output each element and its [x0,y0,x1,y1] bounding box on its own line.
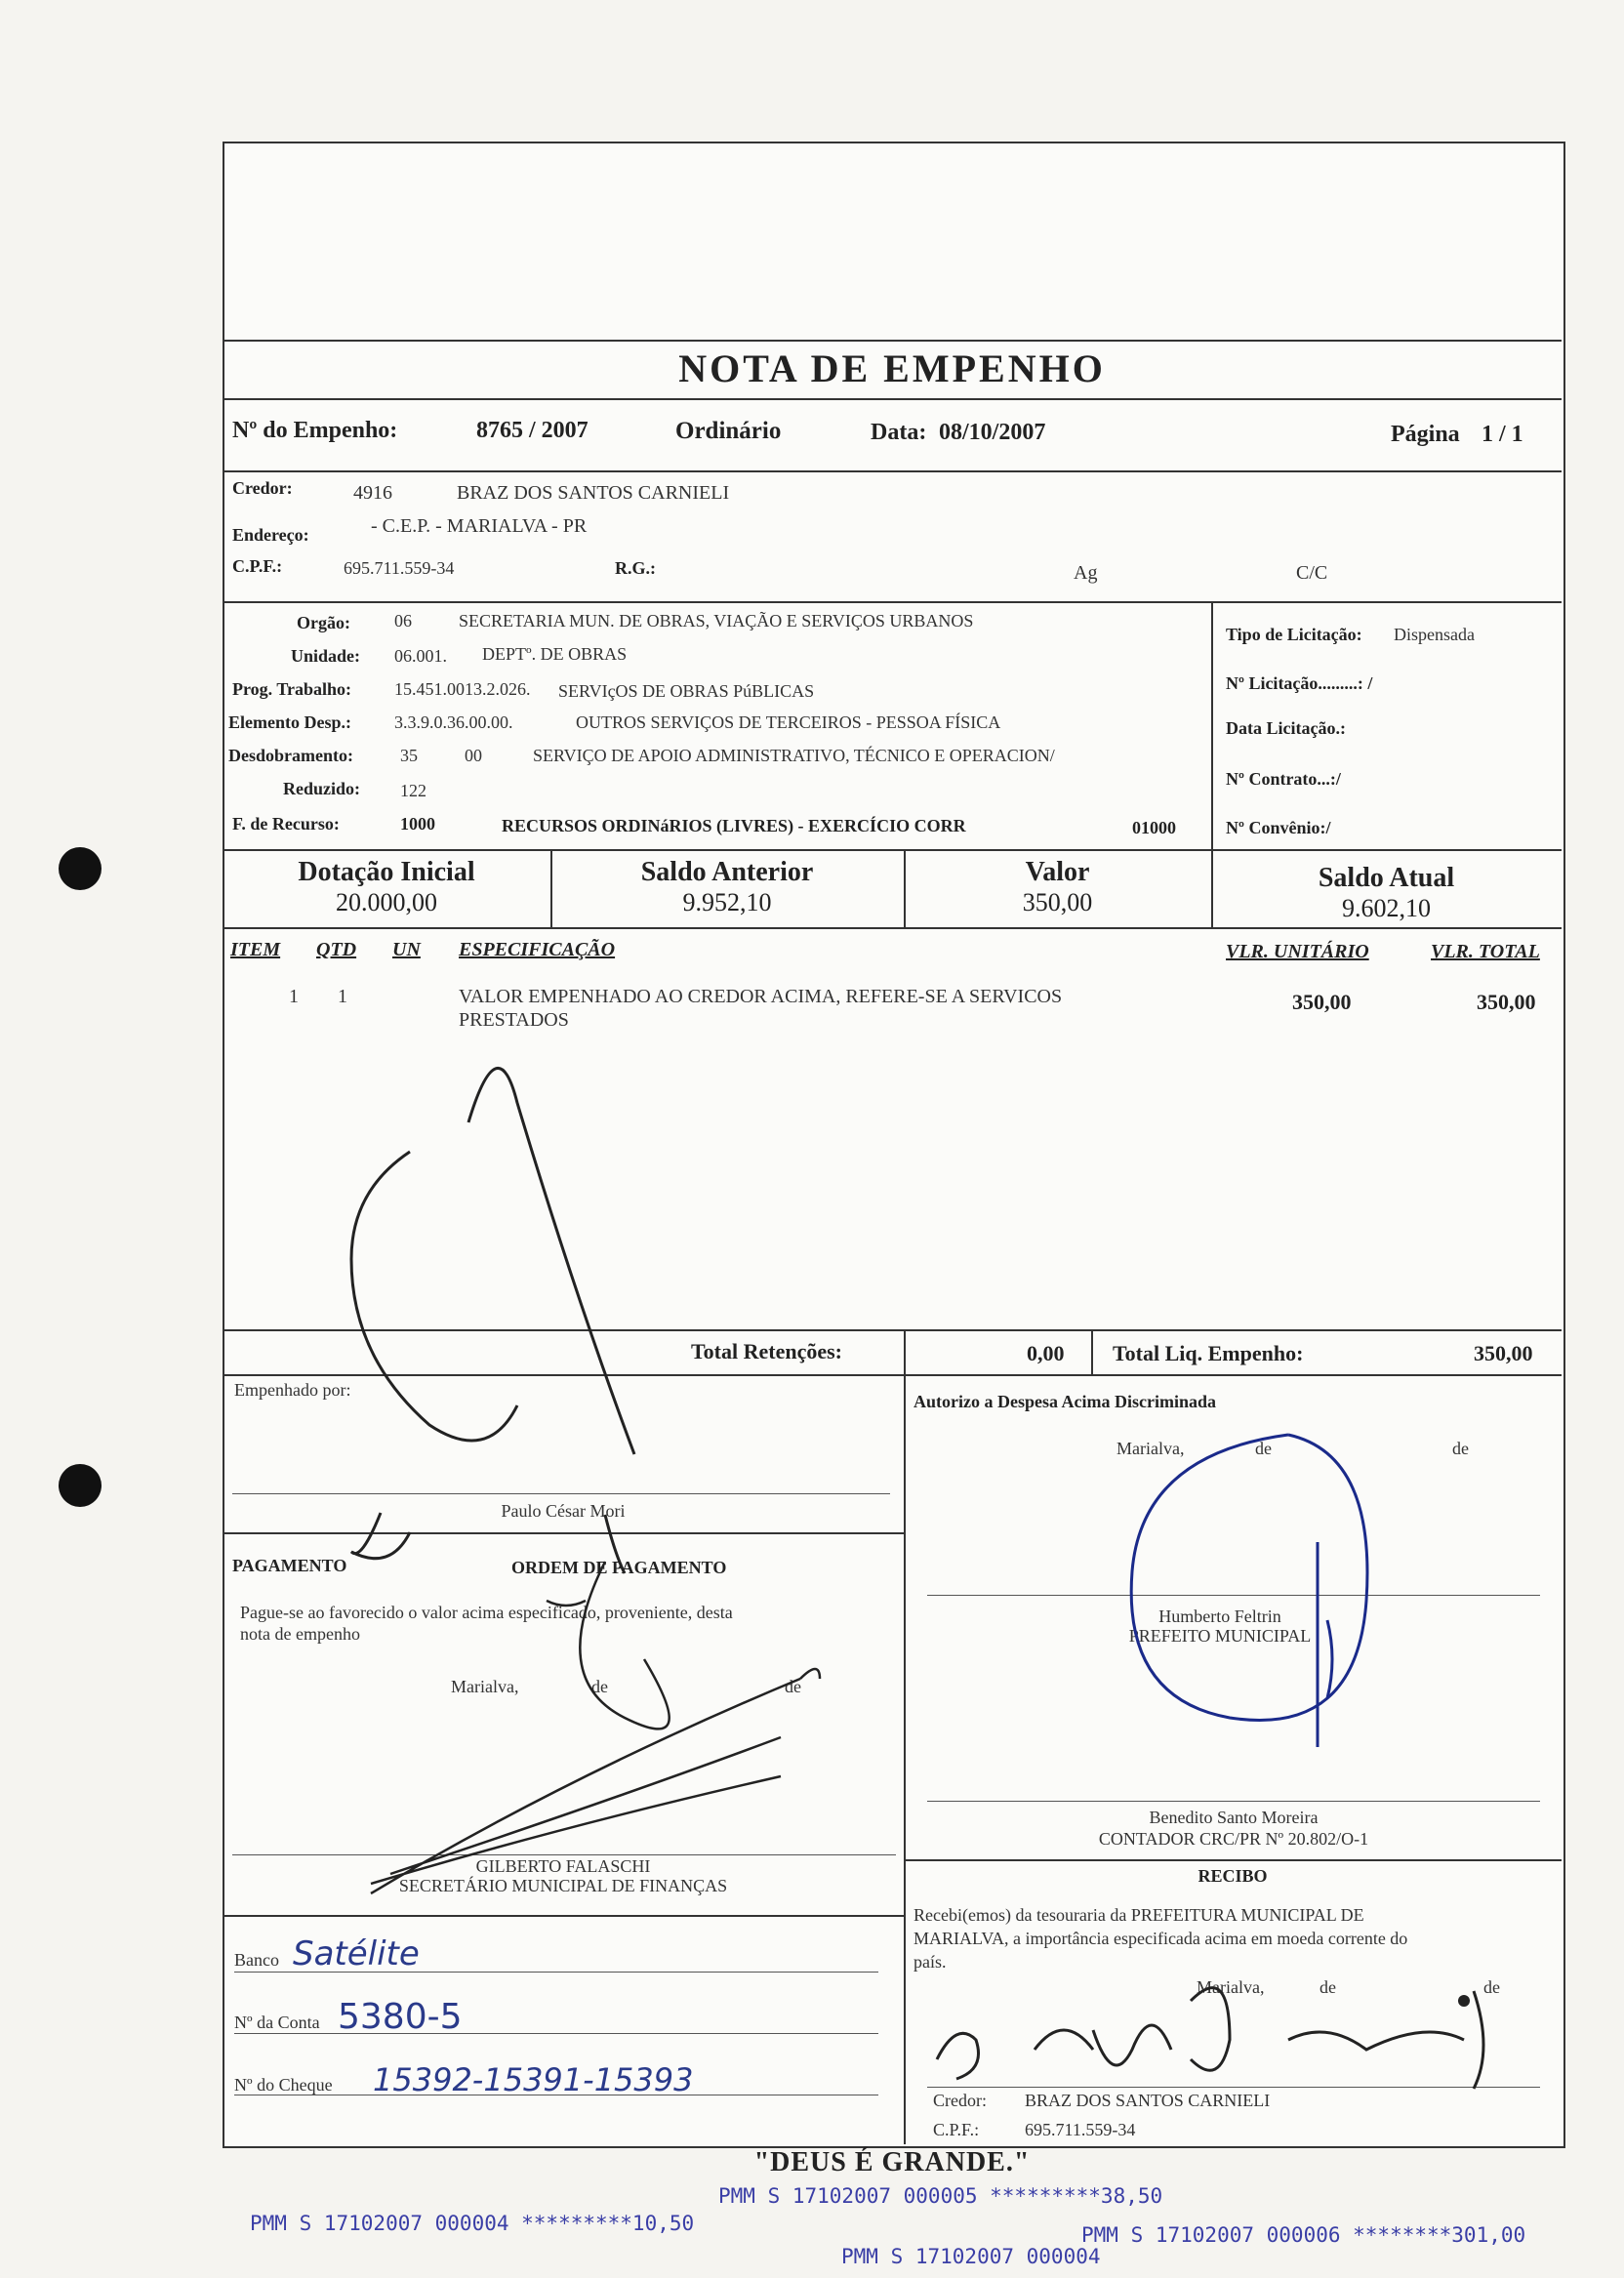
cheque-value: 15392-15391-15393 [373,2061,694,2098]
row-spec-line1: VALOR EMPENHADO AO CREDOR ACIMA, REFERE-SE A SERVICOS [459,986,1063,1007]
fonte-label: F. de Recurso: [232,814,340,834]
recibo-text-2: MARIALVA, a importância especificada acima em moeda corrente do [914,1929,1408,1948]
recibo-cpf: 695.711.559-34 [1025,2120,1136,2139]
empenhado-name: Paulo César Mori [501,1501,626,1521]
credor-label: Credor: [232,478,293,498]
tipo-licitacao-value: Dispensada [1394,625,1475,644]
dotacao-value: 20.000,00 [336,888,437,916]
row-unit-value: 350,00 [1292,990,1352,1014]
page-label: Página [1391,422,1460,447]
col-qtd: QTD [316,939,357,960]
orgao-label: Orgão: [297,613,350,632]
prefeito-role: PREFEITO MUNICIPAL [1128,1626,1312,1646]
cheque-label: Nº do Cheque [234,2075,333,2095]
saldo-atual-value: 9.602,10 [1342,894,1431,922]
num-licitacao: Nº Licitação.........: / [1226,673,1373,693]
desdobramento-name: SERVIÇO DE APOIO ADMINISTRATIVO, TÉCNICO E OPERACION/ [533,746,1055,765]
tipo-licitacao-label: Tipo de Licitação: [1226,625,1362,644]
row-qtd: 1 [338,986,347,1007]
elemento-code: 3.3.9.0.36.00.00. [394,712,513,732]
recibo-credor-name: BRAZ DOS SANTOS CARNIELI [1025,2091,1271,2110]
cpf-label: C.P.F.: [232,556,283,576]
empenho-date-label: Data: [871,420,927,445]
retencoes-value: 0,00 [1027,1341,1065,1365]
col-total: VLR. TOTAL [1431,941,1540,962]
pagamento-de1: de [591,1677,608,1696]
liquido-label: Total Liq. Empenho: [1113,1341,1304,1365]
orgao-code: 06 [394,611,412,631]
stamp-1: PMM S 17102007 000005 *********38,50 [718,2184,1163,2208]
credor-name: BRAZ DOS SANTOS CARNIELI [457,482,730,504]
row-spec-line2: PRESTADOS [459,1009,569,1031]
fonte-name: RECURSOS ORDINáRIOS (LIVRES) - EXERCÍCIO CORR [502,816,966,835]
valor-value: 350,00 [1022,888,1093,916]
cpf-value: 695.711.559-34 [344,558,455,578]
col-spec: ESPECIFICAÇÃO [459,939,616,960]
saldo-anterior-cell [550,857,904,917]
col-un: UN [392,939,421,960]
ag-label: Ag [1074,562,1098,584]
dotacao-label: Dotação Inicial [298,857,475,887]
saldo-anterior-value: 9.952,10 [682,888,772,916]
fonte-num: 01000 [1132,818,1176,837]
recibo-city: Marialva, [1197,1977,1265,1997]
col-item: ITEM [230,939,281,960]
pagamento-label: PAGAMENTO [232,1556,347,1575]
data-licitacao: Data Licitação.: [1226,718,1346,738]
saldo-atual-label: Saldo Atual [1318,863,1455,893]
unidade-code: 06.001. [394,646,447,666]
recibo-title: RECIBO [1198,1866,1268,1886]
elemento-name: OUTROS SERVIÇOS DE TERCEIROS - PESSOA FÍSICA [576,712,1001,732]
valor-cell [904,857,1211,917]
dotacao-cell [223,857,550,917]
row-total-value: 350,00 [1477,990,1536,1014]
prefeito-name: Humberto Feltrin [1158,1607,1281,1626]
secretario-role: SECRETÁRIO MUNICIPAL DE FINANÇAS [398,1876,728,1895]
unidade-label: Unidade: [291,646,361,666]
autorizo-city: Marialva, [1116,1439,1185,1458]
page-number: 1 / 1 [1482,422,1523,447]
elemento-label: Elemento Desp.: [228,712,351,732]
address-value: - C.E.P. - MARIALVA - PR [371,515,588,537]
empenho-date: 08/10/2007 [939,420,1046,445]
row-item: 1 [289,986,299,1007]
recibo-cpf-label: C.P.F.: [933,2120,980,2139]
stamp-2: PMM S 17102007 000004 *********10,50 [250,2212,695,2235]
desdobramento-code2: 00 [465,746,482,765]
reduzido-label: Reduzido: [283,779,361,798]
desdobramento-code1: 35 [400,746,418,765]
fonte-code: 1000 [400,814,435,834]
address-label: Endereço: [232,525,309,545]
rg-label: R.G.: [615,558,656,578]
valor-label: Valor [1025,857,1090,887]
col-unit: VLR. UNITÁRIO [1226,941,1369,962]
cc-label: C/C [1296,562,1328,584]
convenio: Nº Convênio:/ [1226,818,1331,837]
prog-label: Prog. Trabalho: [232,679,352,699]
autorizo-de2: de [1452,1439,1469,1458]
secretario-name: GILBERTO FALASCHI [475,1856,651,1876]
empenho-number-label: Nº do Empenho: [232,418,398,443]
reduzido-code: 122 [400,781,426,800]
liquido-value: 350,00 [1474,1341,1533,1365]
footer-motto: "DEUS É GRANDE." [753,2147,1031,2177]
prog-code: 15.451.0013.2.026. [394,679,531,699]
pagamento-text-2: nota de empenho [240,1624,360,1644]
ordem-pagamento-label: ORDEM DE PAGAMENTO [511,1558,727,1577]
recibo-text-3: país. [914,1952,947,1972]
empenho-number: 8765 / 2007 [476,418,589,443]
autorizo-label: Autorizo a Despesa Acima Discriminada [914,1392,1216,1411]
contador-name: Benedito Santo Moreira [1149,1808,1319,1827]
recibo-de2: de [1483,1977,1500,1997]
conta-value: 5380-5 [338,1997,463,2037]
empenhado-label: Empenhado por: [234,1380,351,1400]
pagamento-city: Marialva, [451,1677,519,1696]
empenho-type: Ordinário [675,418,782,444]
retencoes-label: Total Retenções: [691,1339,842,1363]
autorizo-de1: de [1255,1439,1272,1458]
saldo-anterior-label: Saldo Anterior [640,857,814,887]
unidade-name: DEPTº. DE OBRAS [482,644,628,664]
desdobramento-label: Desdobramento: [228,746,353,765]
pagamento-text-1: Pague-se ao favorecido o valor acima especificado, proveniente, desta [240,1603,733,1622]
recibo-credor-label: Credor: [933,2091,987,2110]
stamp-3: PMM S 17102007 000006 ********301,00 [1081,2223,1526,2247]
recibo-de1: de [1320,1977,1336,1997]
banco-label: Banco [234,1950,279,1970]
prog-name: SERVIçOS DE OBRAS PúBLICAS [558,681,815,701]
doc-title: NOTA DE EMPENHO [678,346,1106,390]
recibo-text-1: Recebi(emos) da tesouraria da PREFEITURA MUNICIPAL DE [914,1905,1364,1925]
stamp-4: PMM S 17102007 000004 [841,2245,1101,2268]
saldo-atual-cell [1211,863,1562,923]
credor-code: 4916 [353,482,392,504]
contador-role: CONTADOR CRC/PR Nº 20.802/O-1 [1098,1829,1369,1849]
orgao-name: SECRETARIA MUN. DE OBRAS, VIAÇÃO E SERVIÇOS URBANOS [459,611,974,631]
conta-label: Nº da Conta [234,2013,320,2032]
contrato: Nº Contrato...:/ [1226,769,1341,789]
banco-value: Satélite [293,1934,420,1973]
pagamento-de2: de [785,1677,801,1696]
